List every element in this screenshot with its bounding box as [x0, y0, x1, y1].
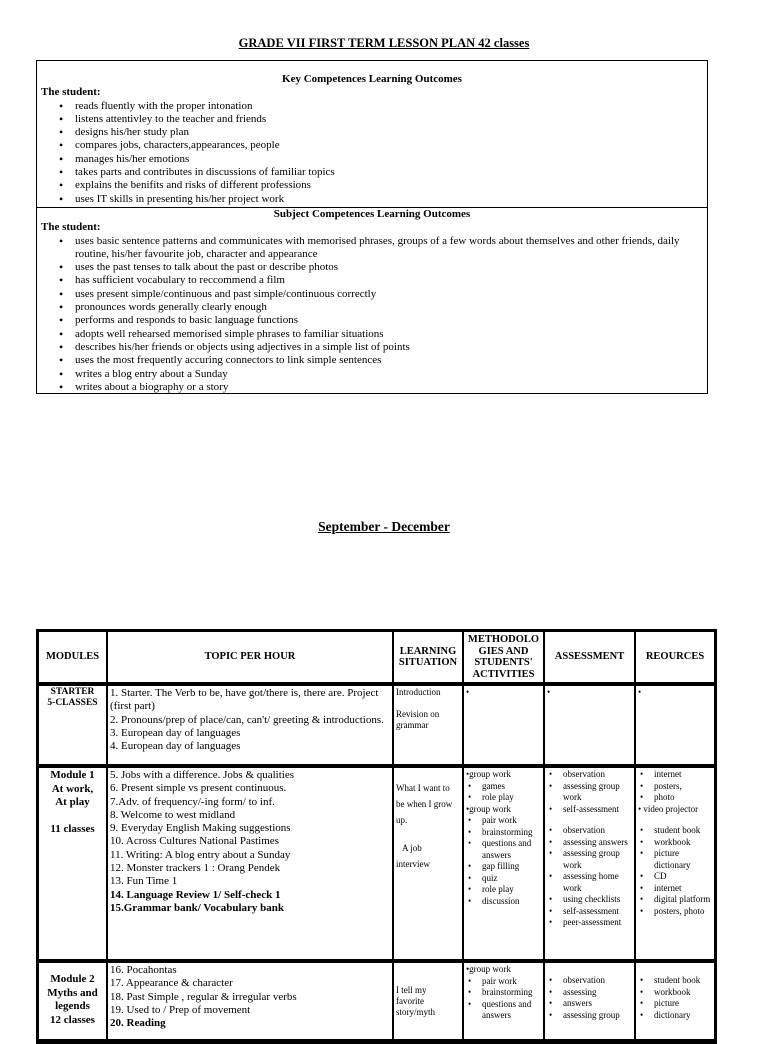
list-item: •group work [466, 964, 511, 974]
topic-item: 15.Grammar bank/ Vocabulary bank [110, 901, 285, 914]
module-line: Myths and [47, 986, 98, 999]
list-item: • has sufficient vocabulary to reccommend a film [75, 274, 703, 287]
topic-cell [107, 767, 393, 962]
topic-cell [107, 962, 393, 1042]
list-item: • assessing home work [547, 871, 632, 894]
topic-item: 12. Monster trackers 1 : Orang Pendek [110, 862, 281, 875]
list-item: • games [466, 781, 541, 793]
situation-line: Introduction [396, 687, 441, 697]
topic-item: 7.Adv. of frequency/-ing form/ to inf. [110, 795, 275, 808]
methodologies-cell [463, 685, 544, 767]
module-cell [38, 685, 107, 767]
list-item: • posters, photo [638, 906, 712, 918]
topic-item: 16. Pocahontas [110, 964, 177, 976]
list-item: • digital platform [638, 894, 712, 906]
list-item: • adopts well rehearsed memorised simple phrases to familiar situations [75, 328, 703, 341]
period-title: September - December [318, 519, 450, 534]
list-item: • brainstorming [466, 987, 541, 999]
topic-item: 20. Reading [110, 1017, 166, 1030]
topic-item: 13. Fun Time 1 [110, 875, 178, 888]
situation-line: be when I grow [396, 799, 453, 809]
list-item: • manages his/her emotions [75, 153, 703, 166]
module-line: Module 2 [50, 973, 95, 985]
list-item: • pair work [466, 976, 541, 988]
list-item: • student book [638, 825, 712, 837]
bullet-mark: • [547, 687, 551, 697]
situation-line: What I want to [396, 783, 450, 793]
assessment-cell [544, 685, 635, 767]
list-item: • self-assessment [547, 804, 632, 816]
list-item: • questions and answers [466, 999, 541, 1022]
situation-cell [393, 767, 463, 962]
list-item: • student book [638, 975, 712, 987]
header-assessment: ASSESSMENT [544, 631, 635, 685]
module-cell [38, 767, 107, 962]
topic-item: 17. Appearance & character [110, 977, 233, 990]
topic-item: 1. Starter. The Verb to be, have got/there is, there are. Project (first part) [110, 687, 379, 713]
list-item: • performs and responds to basic language functions [75, 314, 703, 327]
list-item: • picture dictionary [638, 848, 712, 871]
list-item: • brainstorming [466, 827, 541, 839]
list-item: • internet [638, 769, 712, 781]
list-item: • writes about a biography or a story [75, 381, 703, 394]
methodologies-cell [463, 767, 544, 962]
module-line: 11 classes [50, 822, 95, 835]
list-item: •group work [466, 803, 511, 814]
lesson-plan-table [36, 629, 717, 1044]
list-item: • gap filling [466, 861, 541, 873]
list-item: • reads fluently with the proper intonation [75, 100, 703, 113]
topic-item: 9. Everyday English Making suggestions [110, 822, 291, 835]
table-row [38, 767, 715, 962]
subject-student-label: The student: [41, 221, 101, 234]
list-item: •group work [466, 769, 511, 779]
list-item: • CD [638, 871, 712, 883]
list-item: • role play [466, 884, 541, 896]
list-item: • pronounces words generally clearly enough [75, 301, 703, 314]
list-item: • observation [547, 975, 632, 987]
list-item: • uses basic sentence patterns and communicates with memorised phrases, groups of a few words about themselves and other friends, daily routine, his/her favourite job, character and appearance [75, 235, 703, 262]
module-line: 5-CLASSES [47, 698, 98, 708]
situation-line [396, 828, 460, 840]
topic-item: 10. Across Cultures National Pastimes [110, 835, 279, 848]
topic-item: 8. Welcome to west midland [110, 808, 236, 821]
subject-outcomes-list [41, 235, 703, 395]
assessment-cell [544, 767, 635, 962]
list-item: • compares jobs, characters,appearances, people [75, 139, 703, 152]
topic-item: 6. Present simple vs present continuous. [110, 782, 287, 795]
list-item: • uses the past tenses to talk about the past or describe photos [75, 261, 703, 274]
list-item: • questions and answers [466, 838, 541, 861]
resources-cell [635, 767, 715, 962]
list-item: • observation [547, 825, 632, 837]
key-outcomes-list [41, 100, 703, 206]
learning-outcomes-box [36, 60, 708, 394]
list-item: • discussion [466, 896, 541, 908]
situation-line: interview [396, 859, 430, 869]
topic-item: 4. European day of languages [110, 740, 241, 753]
table-row [38, 685, 715, 767]
bullet-mark: • [466, 687, 470, 697]
module-line: 12 classes [50, 1013, 95, 1026]
module-line: STARTER [50, 687, 95, 697]
topic-item: 2. Pronouns/prep of place/can, can't/ greeting & introductions. [110, 713, 384, 726]
list-item: • assessing group work [547, 848, 632, 871]
situation-line: Revision on grammar [396, 709, 440, 730]
topic-item: 18. Past Simple , regular & irregular verbs [110, 990, 297, 1003]
situation-line: story/myth [396, 1007, 436, 1017]
list-item: • dictionary [638, 1010, 712, 1022]
header-situation: LEARNING SITUATION [393, 631, 463, 685]
list-item: • photo [638, 792, 712, 804]
list-item: • uses the most frequently accuring connectors to link simple sentences [75, 354, 703, 367]
list-item: • takes parts and contributes in discussions of familiar topics [75, 166, 703, 179]
list-item: • peer-assessment [547, 917, 632, 929]
topic-item: 5. Jobs with a difference. Jobs & qualities [110, 769, 295, 781]
situation-line: I tell my [396, 985, 427, 995]
list-item: • uses present simple/continuous and past simple/continuous correctly [75, 288, 703, 301]
key-competences-section [37, 61, 707, 208]
bullet-mark: • [638, 687, 642, 697]
list-item: • explains the benifits and risks of different professions [75, 179, 703, 192]
list-item: • posters, [638, 781, 712, 793]
topic-item: 19. Used to / Prep of movement [110, 1003, 251, 1016]
subject-competences-heading: Subject Competences Learning Outcomes [273, 208, 471, 220]
list-item: • assessing group [547, 1010, 632, 1022]
situation-line: A job [402, 843, 422, 853]
assessment-cell [544, 962, 635, 1042]
resources-cell [635, 685, 715, 767]
list-item: • answers [547, 998, 632, 1010]
list-item: • quiz [466, 873, 541, 885]
list-item: • workbook [638, 987, 712, 999]
situation-line: up. [396, 815, 408, 825]
list-item: • writes a blog entry about a Sunday [75, 368, 703, 381]
situation-cell [393, 685, 463, 767]
list-item: • using checklists [547, 894, 632, 906]
module-line [41, 810, 104, 823]
list-item: • role play [466, 792, 541, 804]
list-item: • self-assessment [547, 906, 632, 918]
header-topic: TOPIC PER HOUR [107, 631, 393, 685]
list-item: • video projector [638, 803, 699, 814]
header-modules: MODULES [38, 631, 107, 685]
resources-cell [635, 962, 715, 1042]
document-title: GRADE VII FIRST TERM LESSON PLAN 42 classes [238, 36, 530, 50]
list-item: • describes his/her friends or objects using adjectives in a simple list of points [75, 341, 703, 354]
topic-item: 11. Writing: A blog entry about a Sunday [110, 848, 291, 861]
header-resources: REOURCES [635, 631, 715, 685]
header-methodologies: METHODOLO GIES AND STUDENTS' ACTIVITIES [463, 631, 544, 685]
module-line: At work, [51, 782, 94, 795]
topic-cell [107, 685, 393, 767]
topic-item: 3. European day of languages [110, 726, 241, 739]
module-cell [38, 962, 107, 1042]
list-item: • picture [638, 998, 712, 1010]
list-item: • assessing group work [547, 781, 632, 804]
list-item: • assessing [547, 987, 632, 999]
situation-line: favorite [396, 996, 424, 1006]
key-competences-heading: Key Competences Learning Outcomes [282, 73, 462, 85]
subject-competences-section [37, 208, 707, 394]
list-item: • internet [638, 883, 712, 895]
module-line: Module 1 [50, 769, 95, 781]
key-student-label: The student: [41, 86, 101, 99]
list-item: • assessing answers [547, 837, 632, 849]
table-row [38, 962, 715, 1042]
methodologies-cell [463, 962, 544, 1042]
list-item: • listens attentivley to the teacher and friends [75, 113, 703, 126]
list-item: • observation [547, 769, 632, 781]
list-item: • workbook [638, 837, 712, 849]
situation-cell [393, 962, 463, 1042]
list-item: • pair work [466, 815, 541, 827]
topic-item: 14. Language Review 1/ Self-check 1 [110, 888, 281, 901]
module-line: At play [55, 796, 90, 808]
list-item: • uses IT skills in presenting his/her project work [75, 193, 703, 206]
list-item: • designs his/her study plan [75, 126, 703, 139]
module-line: legends [55, 1000, 90, 1012]
table-header-row [38, 631, 715, 685]
